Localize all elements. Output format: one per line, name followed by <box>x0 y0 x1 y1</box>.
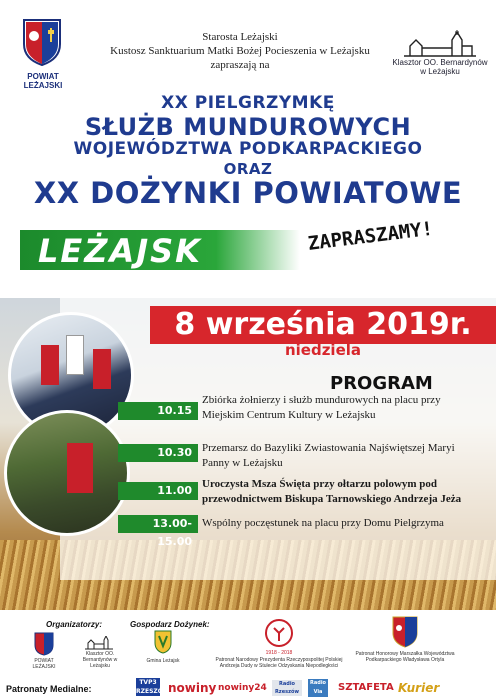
program-desc-1: Zbiórka żołnierzy i służb mundurowych na placu przy Miejskim Centrum Kultury w Leżajsku <box>202 394 441 421</box>
program-title: PROGRAM <box>330 373 433 394</box>
org2-label: Klasztor OO. Bernardynów w Leżajsku <box>82 651 118 669</box>
monastery-label-2: w Leżajsku <box>420 67 460 76</box>
monastery-small-icon <box>84 636 114 650</box>
voivodeship-crest-icon <box>392 616 418 648</box>
inviters-text <box>90 30 390 72</box>
inviter-line-3: zapraszają na <box>210 59 270 71</box>
media-sztafeta: SZTAFETA <box>338 682 394 693</box>
program-time-3: 11.00 <box>118 482 198 500</box>
headline-line-1: XX PIELGRZYMKĘ <box>161 93 335 113</box>
program-time-4: 13.00-15.00 <box>118 515 198 533</box>
event-weekday: niedziela <box>284 341 362 359</box>
host-label: Gmina Leżajsk <box>146 658 180 664</box>
town-name: LEŻAJSK <box>38 232 202 270</box>
powiat-crest-icon <box>22 18 62 66</box>
hosts-label: Gospodarz Dożynek: <box>130 620 210 629</box>
headline-line-4: ORAZ <box>223 160 273 178</box>
powiat-crest-small-icon <box>34 632 54 656</box>
monastery-label <box>392 58 488 76</box>
media-kurier: Kurier <box>398 681 440 695</box>
media-radio-via: Radio Via <box>308 679 328 697</box>
program-desc-3: Uroczysta Msza Święta przy ołtarzu polowym pod przewodnictwem Biskupa Tarnowskiego Andrzeja Jeża <box>202 478 462 505</box>
gmina-crest-icon <box>154 630 172 654</box>
media-label: Patronaty Medialne: <box>6 684 92 694</box>
powiat-label: POWIAT LEŻAJSKI <box>23 72 63 90</box>
patron-honor-label: Patronat Honorowy Marszałka Województwa Podkarpackiego Władysława Ortyla <box>355 651 455 663</box>
inviter-line-2: Kustosz Sanktuarium Matki Bożej Pocieszenia w Leżajsku <box>110 45 370 57</box>
headline-line-3: WOJEWÓDZTWA PODKARPACKIEGO <box>73 139 423 159</box>
media-nowiny: nowiny <box>168 681 217 695</box>
patron-national-label: Patronat Narodowy Prezydenta Rzeczypospolitej Polskiej Andrzeja Dudy w Stulecie Odzyskania Niepodległości <box>215 657 343 669</box>
org1-label: POWIAT LEŻAJSKI <box>32 658 56 670</box>
monastery-label-1: Klasztor OO. Bernardynów <box>392 58 488 67</box>
program-time-2: 10.30 <box>118 444 198 462</box>
media-radio-rzeszow: Radio Rzeszów <box>272 680 302 696</box>
media-nowiny24: nowiny24 <box>218 683 267 693</box>
program-desc-4: Wspólny poczęstunek na placu przy Domu Pielgrzyma <box>202 517 444 529</box>
headline-line-2: SŁUŻB MUNDUROWYCH <box>84 113 412 141</box>
monastery-logo-icon <box>400 30 480 60</box>
independence-emblem-icon <box>264 618 294 648</box>
invite-text: ZAPRASZAMY! <box>306 217 435 255</box>
media-tvp3: TVP3 RZESZÓW <box>136 679 170 695</box>
event-date: 8 września 2019r. <box>174 307 472 342</box>
organizers-label: Organizatorzy: <box>46 620 103 629</box>
soldiers-photo <box>4 410 130 536</box>
program-desc-2: Przemarsz do Bazyliki Zwiastowania Najświętszej Maryi Panny w Leżajsku <box>202 442 455 469</box>
inviter-line-1: Starosta Leżajski <box>202 31 278 43</box>
anniversary-label: 1918 - 2018 <box>265 650 293 656</box>
program-time-1: 10.15 <box>118 402 198 420</box>
headline-line-5: XX DOŻYNKI POWIATOWE <box>33 176 463 210</box>
